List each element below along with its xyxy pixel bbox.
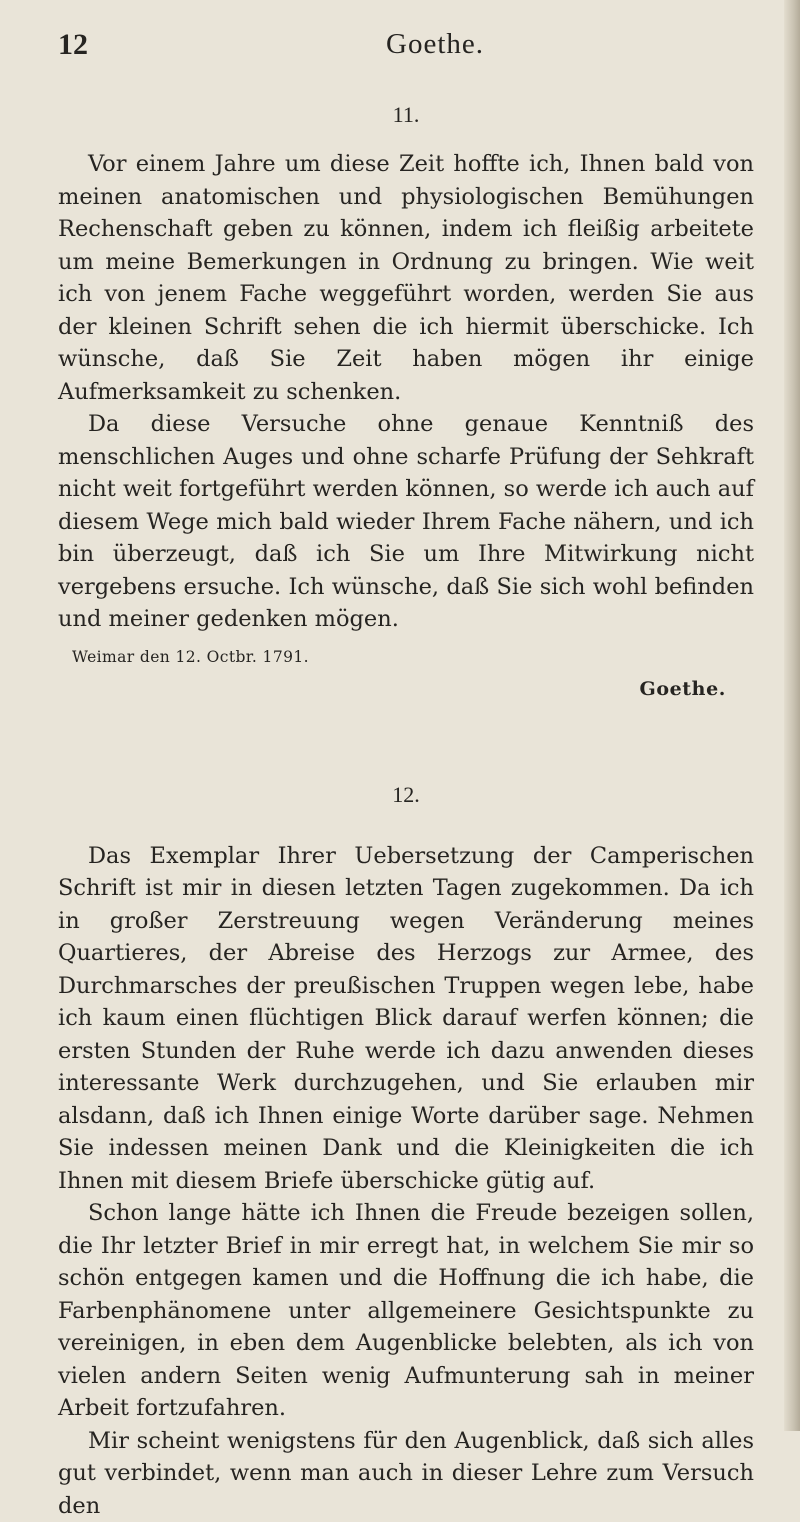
letter-11 [58, 102, 754, 700]
signature: Goethe. [58, 678, 726, 700]
running-title: Goethe. [386, 28, 484, 61]
dateline: Weimar den 12. Octbr. 1791. [72, 648, 754, 666]
letter-paragraph: Mir scheint wenigstens für den Augenblick, daß sich alles gut verbindet, wenn man auch in dieser Lehre zum Versuch den [58, 1425, 754, 1522]
running-head [58, 28, 754, 68]
letter-paragraph: Da diese Versuche ohne genaue Kenntniß des menschlichen Auges und ohne scharfe Prüfung der Sehkraft nicht weit fortgeführt werden können, so werde ich auch auf diesem Wege mich bald wieder Ihrem Fache nähern, und ich bin überzeugt, daß ich Sie um Ihre Mitwirkung nicht vergebens ersuche. Ich wünsche, daß Sie sich wohl befinden und meiner gedenken mögen. [58, 408, 754, 636]
letter-12 [58, 782, 754, 1522]
page-number: 12 [58, 28, 88, 62]
letter-number: 12. [58, 782, 754, 808]
letter-paragraph: Vor einem Jahre um diese Zeit hoffte ich, Ihnen bald von meinen anatomischen und physiologischen Bemühungen Rechenschaft geben zu können, indem ich fleißig arbeitete um meine Bemerkungen in Ordnung zu bringen. Wie weit ich von jenem Fache weggeführt worden, werden Sie aus der kleinen Schrift sehen die ich hiermit überschicke. Ich wünsche, daß Sie Zeit haben mögen ihr einige Aufmerksamkeit zu schenken. [58, 148, 754, 408]
letter-paragraph: Das Exemplar Ihrer Uebersetzung der Camperischen Schrift ist mir in diesen letzten Tagen zugekommen. Da ich in großer Zerstreuung wegen Veränderung meines Quartieres, der Abreise des Herzogs zur Armee, des Durchmarsches der preußischen Truppen wegen lebe, habe ich kaum einen flüchtigen Blick darauf werfen können; die ersten Stunden der Ruhe werde ich dazu anwenden dieses interessante Werk durchzugehen, und Sie erlauben mir alsdann, daß ich Ihnen einige Worte darüber sage. Nehmen Sie indessen meinen Dank und die Kleinigkeiten die ich Ihnen mit diesem Briefe überschicke gütig auf. [58, 840, 754, 1198]
page-binding-edge [784, 0, 800, 1431]
letter-number: 11. [58, 102, 754, 128]
letter-paragraph: Schon lange hätte ich Ihnen die Freude bezeigen sollen, die Ihr letzter Brief in mir erregt hat, in welchem Sie mir so schön entgegen kamen und die Hoffnung die ich habe, die Farbenphänomene unter allgemeinere Gesichtspunkte zu vereinigen, in eben dem Augenblicke belebten, als ich von vielen andern Seiten wenig Aufmunterung sah in meiner Arbeit fortzufahren. [58, 1197, 754, 1425]
